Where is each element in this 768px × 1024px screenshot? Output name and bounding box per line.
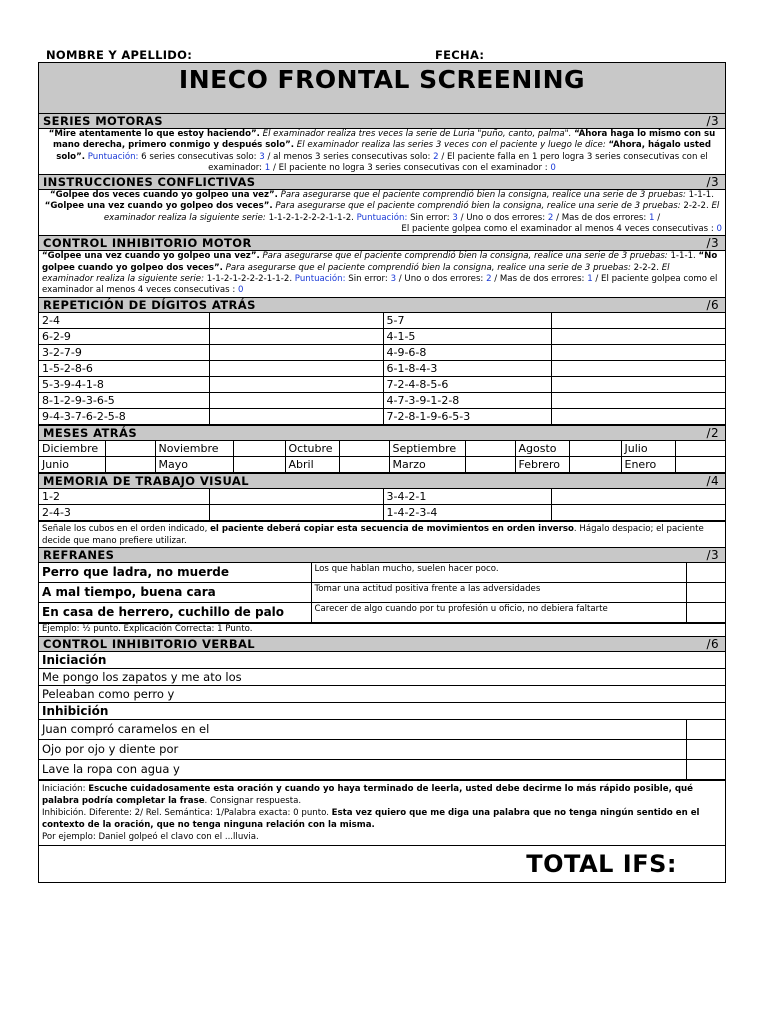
digit-sequence: 9-4-3-7-6-2-5-8 <box>39 408 209 424</box>
instr-text: 6 series consecutivas solo: <box>138 151 260 162</box>
instr-text: “Ahora, hágalo usted solo”. <box>56 140 711 162</box>
meses-table <box>39 441 725 473</box>
sentence-item: Me pongo los zapatos y me ato los <box>39 669 725 686</box>
cube-sequence: 1-4-2-3-4 <box>383 504 551 520</box>
section-title: SERIES MOTORAS <box>43 114 163 128</box>
table-row <box>39 739 725 759</box>
answer-cell[interactable] <box>551 344 725 360</box>
instr-text: / Uno o dos errores: <box>457 212 548 223</box>
answer-cell[interactable] <box>551 489 725 505</box>
month-label: Abril <box>285 456 339 472</box>
answer-cell[interactable] <box>209 376 383 392</box>
instr-text: / Uno o dos errores: <box>396 273 487 284</box>
answer-cell[interactable] <box>551 392 725 408</box>
instr-text: El examinador realiza la siguiente serie: <box>42 262 670 284</box>
answer-cell[interactable] <box>209 489 383 505</box>
answer-cell[interactable] <box>551 328 725 344</box>
note-text: Escuche cuidadosamente esta oración y cuando yo haya terminado de leerla, usted debe decirme lo más rápido posible, qué palabra podría completar la frase <box>42 783 693 806</box>
table-row <box>39 720 725 740</box>
instr-text: “Mire atentamente lo que estoy haciendo”. <box>48 129 260 139</box>
section-title: INSTRUCCIONES CONFLICTIVAS <box>43 175 256 190</box>
score-value: 3 <box>452 212 458 223</box>
proverb-meaning: Tomar una actitud positiva frente a las adversidades <box>311 582 686 602</box>
digit-sequence: 5-7 <box>383 313 551 329</box>
instr-text: “Ahora haga lo mismo con su mano derecha, primero conmigo y después solo”. <box>53 129 716 151</box>
month-label: Julio <box>621 441 675 457</box>
proverb-meaning: Carecer de algo cuando por tu profesión u oficio, no debiera faltarte <box>311 602 686 622</box>
table-row <box>39 408 725 424</box>
table-row <box>39 504 725 520</box>
instr-text: Para asegurarse que el paciente comprendió bien la consigna, realice una serie de 3 pruebas: <box>259 251 671 262</box>
instr-text: 2-2-2. <box>683 201 712 212</box>
answer-cell[interactable] <box>551 360 725 376</box>
note-text: Esta vez quiero que me diga una palabra que no tenga ningún sentido en el contexto de la oración, que no tenga ninguna relación con la misma. <box>42 807 700 830</box>
answer-cell[interactable] <box>339 441 389 457</box>
section-title: REPETICIÓN DE DÍGITOS ATRÁS <box>43 297 256 312</box>
section-series-motoras <box>39 114 725 129</box>
answer-cell[interactable] <box>551 408 725 424</box>
refranes-table <box>39 563 725 623</box>
score-cell[interactable] <box>686 602 725 622</box>
section-title: REFRANES <box>43 547 115 562</box>
section-score: /3 <box>706 114 719 128</box>
answer-cell[interactable] <box>105 456 155 472</box>
instr-text: 1-1-2-1-2-2-2-1-1-2. <box>268 212 357 223</box>
table-row <box>39 313 725 329</box>
proverb: En casa de herrero, cuchillo de palo <box>39 602 311 622</box>
answer-cell[interactable] <box>209 392 383 408</box>
score-value: 0 <box>238 285 244 296</box>
digit-sequence: 1-5-2-8-6 <box>39 360 209 376</box>
instr-text: / Mas de dos errores: <box>553 212 650 223</box>
instr-text: “No golpee cuando yo golpeo dos veces”. <box>42 251 718 273</box>
answer-cell[interactable] <box>105 441 155 457</box>
section-instrucciones <box>39 175 725 190</box>
iniciacion-heading: Iniciación <box>39 652 725 669</box>
table-row <box>39 489 725 505</box>
digit-sequence: 4-1-5 <box>383 328 551 344</box>
proverb: Perro que ladra, no muerde <box>39 563 311 583</box>
answer-cell[interactable] <box>233 456 285 472</box>
score-cell[interactable] <box>686 720 725 740</box>
section-digitos <box>39 298 725 313</box>
table-row <box>39 602 725 622</box>
answer-cell[interactable] <box>209 504 383 520</box>
instr-text: “Golpee una vez cuando yo golpeo una vez”. <box>42 251 260 262</box>
instr-text: / Mas de dos errores: <box>491 273 588 284</box>
score-cell[interactable] <box>686 582 725 602</box>
instr-text: Para asegurarse que el paciente comprendió bien la consigna, realice una serie de 3 pruebas: <box>272 201 684 212</box>
score-value: 1 <box>264 162 271 173</box>
score-value: 0 <box>550 162 556 173</box>
digitos-table <box>39 313 725 425</box>
instr-text: El paciente golpea como el examinador al menos 4 veces consecutivas : <box>401 224 717 235</box>
table-row <box>39 360 725 376</box>
answer-cell[interactable] <box>569 456 621 472</box>
answer-cell[interactable] <box>569 441 621 457</box>
instr-text: / El paciente falla en 1 pero logra 3 series consecutivas con el examinador: <box>208 151 708 173</box>
section-score: /3 <box>706 175 719 190</box>
digit-sequence: 7-2-4-8-5-6 <box>383 376 551 392</box>
table-row <box>39 441 725 457</box>
score-cell[interactable] <box>686 739 725 759</box>
memoria-note <box>39 521 725 548</box>
refranes-example: Ejemplo: ½ punto. Explicación Correcta: 1 Punto. <box>39 623 725 637</box>
section-score: /2 <box>706 425 719 440</box>
sentence-item: Peleaban como perro y <box>39 686 725 703</box>
section-title: MEMORIA DE TRABAJO VISUAL <box>43 473 249 488</box>
note-text: el paciente deberá copiar esta secuencia de movimientos en orden inverso <box>210 523 574 534</box>
memoria-table <box>39 489 725 521</box>
section-title: MESES ATRÁS <box>43 425 138 440</box>
answer-cell[interactable] <box>339 456 389 472</box>
sentence-item: Ojo por ojo y diente por <box>39 739 686 759</box>
inhibicion-heading: Inhibición <box>39 703 725 720</box>
control-verbal-note <box>39 780 725 846</box>
note-text: . Consignar respuesta. <box>204 795 302 806</box>
score-cell[interactable] <box>686 563 725 583</box>
instr-text: / <box>654 212 661 223</box>
digit-sequence: 8-1-2-9-3-6-5 <box>39 392 209 408</box>
digit-sequence: 4-7-3-9-1-2-8 <box>383 392 551 408</box>
instr-text: Para asegurarse que el paciente comprendió bien la consigna, realice una serie de 3 pruebas: <box>222 262 634 273</box>
instr-text: Puntuación: <box>356 212 408 223</box>
instr-text: Puntuación: <box>294 273 346 284</box>
section-title: CONTROL INHIBITORIO VERBAL <box>43 636 256 651</box>
instr-text: 1-1-2-1-2-2-2-1-1-2. <box>206 273 295 284</box>
answer-cell[interactable] <box>209 408 383 424</box>
instr-text: Sin error: <box>345 273 391 284</box>
ifs-form <box>38 62 726 883</box>
score-value: 3 <box>390 273 397 284</box>
month-label: Febrero <box>515 456 569 472</box>
control-motor-text <box>39 251 725 297</box>
section-score: /6 <box>706 636 719 651</box>
score-value: 2 <box>433 151 439 162</box>
answer-cell[interactable] <box>209 313 383 329</box>
month-label: Marzo <box>389 456 465 472</box>
section-score: /6 <box>706 297 719 312</box>
cube-sequence: 3-4-2-1 <box>383 489 551 505</box>
section-score: /3 <box>706 547 719 562</box>
instr-text: 1-1-1. <box>670 251 699 262</box>
answer-cell[interactable] <box>675 456 725 472</box>
table-row <box>39 759 725 779</box>
month-label: Noviembre <box>155 441 233 457</box>
section-meses <box>39 425 725 441</box>
table-row <box>39 392 725 408</box>
digit-sequence: 4-9-6-8 <box>383 344 551 360</box>
section-title: CONTROL INHIBITORIO MOTOR <box>43 236 252 251</box>
digit-sequence: 3-2-7-9 <box>39 344 209 360</box>
note-text: . Hágalo despacio; el paciente decide que mano prefiere utilizar. <box>42 523 704 546</box>
table-row <box>39 376 725 392</box>
note-text: Inhibición. Diferente: 2/ Rel. Semántica: 1/Palabra exacta: 0 punto. <box>42 807 332 818</box>
answer-cell[interactable] <box>551 504 725 520</box>
table-row <box>39 563 725 583</box>
inhibicion-table <box>39 720 725 780</box>
date-label: FECHA: <box>435 48 485 62</box>
note-text: Señale los cubos en el orden indicado, <box>42 523 211 534</box>
table-row <box>39 328 725 344</box>
month-label: Octubre <box>285 441 339 457</box>
instr-text: 2-2-2. <box>633 262 662 273</box>
sentence-item: Lave la ropa con agua y <box>39 759 686 779</box>
month-label: Diciembre <box>39 441 105 457</box>
answer-cell[interactable] <box>551 313 725 329</box>
digit-sequence: 2-4 <box>39 313 209 329</box>
section-score: /4 <box>706 473 719 488</box>
answer-cell[interactable] <box>233 441 285 457</box>
cube-sequence: 2-4-3 <box>39 504 209 520</box>
score-value: 2 <box>547 212 554 223</box>
section-refranes <box>39 548 725 563</box>
proverb-meaning: Los que hablan mucho, suelen hacer poco. <box>311 563 686 583</box>
total-row <box>39 846 725 882</box>
instr-text: / al menos 3 series consecutivas solo: <box>264 151 434 162</box>
instr-text: 1-1-1. <box>688 190 714 201</box>
instrucciones-text <box>39 190 725 236</box>
answer-cell[interactable] <box>209 344 383 360</box>
section-control-motor <box>39 236 725 251</box>
month-label: Septiembre <box>389 441 465 457</box>
instr-text: / El paciente no logra 3 series consecutivas con el examinador : <box>270 162 551 173</box>
instr-text: “Golpee dos veces cuando yo golpeo una vez”. <box>50 190 278 201</box>
instr-text: Sin error: <box>407 212 453 223</box>
digit-sequence: 7-2-8-1-9-6-5-3 <box>383 408 551 424</box>
instr-text: El examinador realiza la siguiente serie: <box>103 201 720 223</box>
answer-cell[interactable] <box>675 441 725 457</box>
answer-cell[interactable] <box>209 328 383 344</box>
proverb: A mal tiempo, buena cara <box>39 582 311 602</box>
table-row <box>39 582 725 602</box>
sentence-item: Juan compró caramelos en el <box>39 720 686 740</box>
instr-text: El examinador realiza las series 3 veces con el paciente y luego le dice: <box>294 140 609 151</box>
answer-cell[interactable] <box>209 360 383 376</box>
cube-sequence: 1-2 <box>39 489 209 505</box>
instr-text: “Golpee una vez cuando yo golpeo dos veces”. <box>44 201 273 212</box>
digit-sequence: 6-2-9 <box>39 328 209 344</box>
section-control-verbal <box>39 637 725 652</box>
total-label: TOTAL IFS: <box>526 849 677 878</box>
score-value: 1 <box>587 273 593 284</box>
digit-sequence: 5-3-9-4-1-8 <box>39 376 209 392</box>
series-motoras-instructions <box>39 129 725 175</box>
month-label: Enero <box>621 456 675 472</box>
score-value: 3 <box>259 151 265 162</box>
form-title: INECO FRONTAL SCREENING <box>39 63 725 114</box>
instr-text: / El paciente golpea como el examinador al menos 4 veces consecutivas : <box>42 273 718 296</box>
section-memoria <box>39 473 725 489</box>
instr-text: El examinador realiza tres veces la serie de Luria "puño, canto, palma". <box>259 129 575 139</box>
table-row <box>39 344 725 360</box>
answer-cell[interactable] <box>551 376 725 392</box>
score-cell[interactable] <box>686 759 725 779</box>
note-text: Por ejemplo: Daniel golpeó el clavo con el ...lluvia. <box>42 831 259 842</box>
score-value: 1 <box>649 212 655 223</box>
name-label: NOMBRE Y APELLIDO: <box>46 48 193 62</box>
instr-text: Para asegurarse que el paciente comprendió bien la consigna, realice una serie de 3 pruebas: <box>277 190 689 201</box>
score-value: 2 <box>486 273 492 284</box>
month-label: Junio <box>39 456 105 472</box>
score-value: 0 <box>716 224 722 235</box>
month-label: Agosto <box>515 441 569 457</box>
instr-text: Puntuación: <box>85 151 139 162</box>
digit-sequence: 6-1-8-4-3 <box>383 360 551 376</box>
section-score: /3 <box>706 236 719 251</box>
table-row <box>39 456 725 472</box>
answer-cell[interactable] <box>465 456 515 472</box>
answer-cell[interactable] <box>465 441 515 457</box>
month-label: Mayo <box>155 456 233 472</box>
note-text: Iniciación: <box>42 783 89 794</box>
